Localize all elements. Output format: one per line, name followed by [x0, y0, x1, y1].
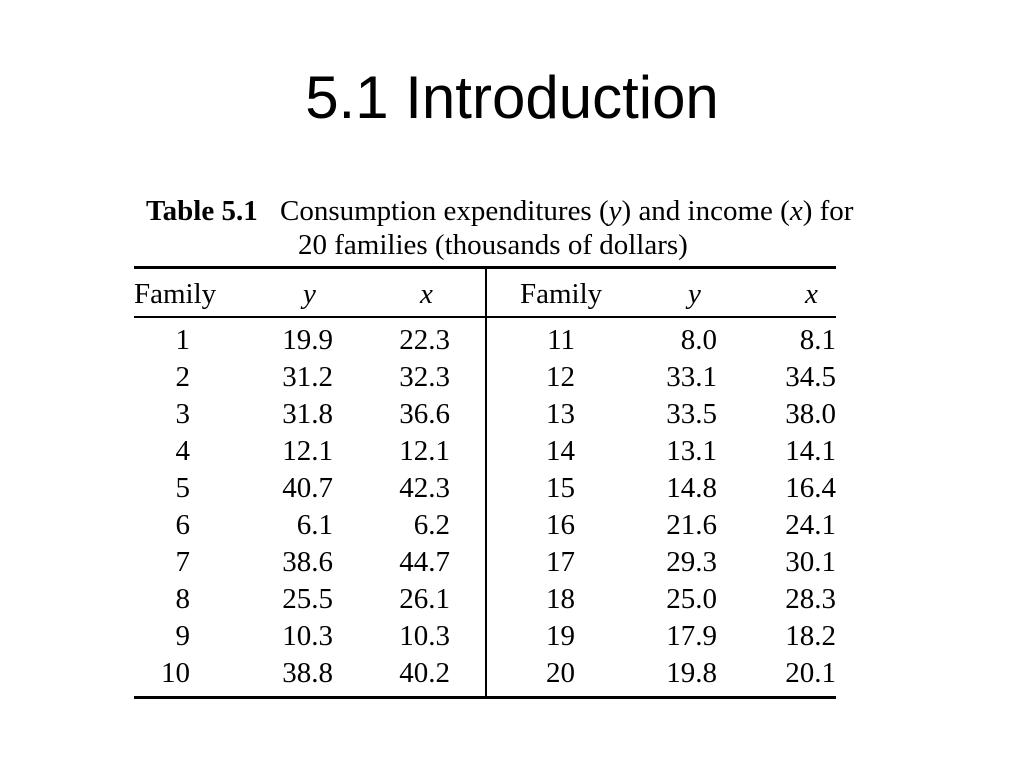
cell-right-family: 15 [546, 472, 575, 504]
cell-right-y: 25.0 [666, 583, 717, 615]
cell-left-x: 44.7 [399, 546, 450, 578]
header-x-right: x [805, 278, 818, 310]
cell-left-x: 42.3 [399, 472, 450, 504]
table-caption-text [280, 194, 854, 262]
cell-left-x: 36.6 [399, 398, 450, 430]
cell-left-y: 10.3 [282, 620, 333, 652]
cell-right-y: 29.3 [666, 546, 717, 578]
caption-line-1: Consumption expenditures (y) and income (x) for [280, 195, 854, 227]
cell-left-family: 7 [175, 546, 190, 578]
cell-right-y: 17.9 [666, 620, 717, 652]
cell-right-x: 18.2 [785, 620, 836, 652]
cell-left-family: 4 [175, 435, 190, 467]
cell-right-x: 34.5 [785, 361, 836, 393]
cell-left-y: 38.6 [282, 546, 333, 578]
header-y-right: y [688, 278, 701, 310]
cell-right-x: 24.1 [785, 509, 836, 541]
cell-left-family: 9 [175, 620, 190, 652]
cell-right-x: 14.1 [785, 435, 836, 467]
cell-right-family: 13 [546, 398, 575, 430]
cell-left-family: 10 [161, 657, 190, 689]
header-family-right: Family [520, 278, 603, 310]
slide-title: 5.1 Introduction [305, 64, 719, 131]
cell-right-family: 18 [546, 583, 575, 615]
cell-left-y: 31.2 [282, 361, 333, 393]
cell-right-x: 8.1 [799, 324, 836, 356]
cell-left-y: 25.5 [282, 583, 333, 615]
cell-right-y: 8.0 [680, 324, 717, 356]
cell-left-family: 3 [175, 398, 190, 430]
cell-left-x: 10.3 [399, 620, 450, 652]
caption-line-2: 20 families (thousands of dollars) [298, 229, 688, 261]
cell-right-x: 20.1 [785, 657, 836, 689]
cell-right-family: 17 [546, 546, 575, 578]
cell-left-x: 32.3 [399, 361, 450, 393]
cell-right-family: 20 [546, 657, 575, 689]
cell-right-x: 16.4 [785, 472, 836, 504]
cell-right-family: 14 [546, 435, 575, 467]
cell-left-x: 22.3 [399, 324, 450, 356]
cell-left-y: 6.1 [296, 509, 333, 541]
cell-left-y: 31.8 [282, 398, 333, 430]
cell-left-x: 12.1 [399, 435, 450, 467]
cell-left-y: 19.9 [282, 324, 333, 356]
cell-right-y: 33.1 [666, 361, 717, 393]
cell-right-x: 38.0 [785, 398, 836, 430]
table-bottom-rule [134, 696, 836, 699]
cell-right-family: 19 [546, 620, 575, 652]
cell-left-y: 12.1 [282, 435, 333, 467]
cell-left-x: 6.2 [413, 509, 450, 541]
cell-left-family: 5 [175, 472, 190, 504]
data-table [134, 266, 836, 700]
cell-right-y: 33.5 [666, 398, 717, 430]
table-label: Table 5.1 [146, 195, 258, 227]
cell-left-family: 2 [175, 361, 190, 393]
cell-left-family: 8 [175, 583, 190, 615]
table-divider [485, 269, 487, 696]
header-y-left: y [303, 278, 316, 310]
cell-right-y: 19.8 [666, 657, 717, 689]
cell-right-x: 28.3 [785, 583, 836, 615]
cell-left-x: 40.2 [399, 657, 450, 689]
header-x-left: x [420, 278, 433, 310]
cell-left-family: 1 [175, 324, 190, 356]
cell-right-x: 30.1 [785, 546, 836, 578]
cell-right-y: 21.6 [666, 509, 717, 541]
cell-left-y: 40.7 [282, 472, 333, 504]
cell-left-y: 38.8 [282, 657, 333, 689]
cell-right-y: 13.1 [666, 435, 717, 467]
cell-left-family: 6 [175, 509, 190, 541]
cell-right-family: 16 [546, 509, 575, 541]
cell-right-family: 11 [547, 324, 575, 356]
header-family-left: Family [134, 278, 217, 310]
cell-right-y: 14.8 [666, 472, 717, 504]
cell-right-family: 12 [546, 361, 575, 393]
cell-left-x: 26.1 [399, 583, 450, 615]
